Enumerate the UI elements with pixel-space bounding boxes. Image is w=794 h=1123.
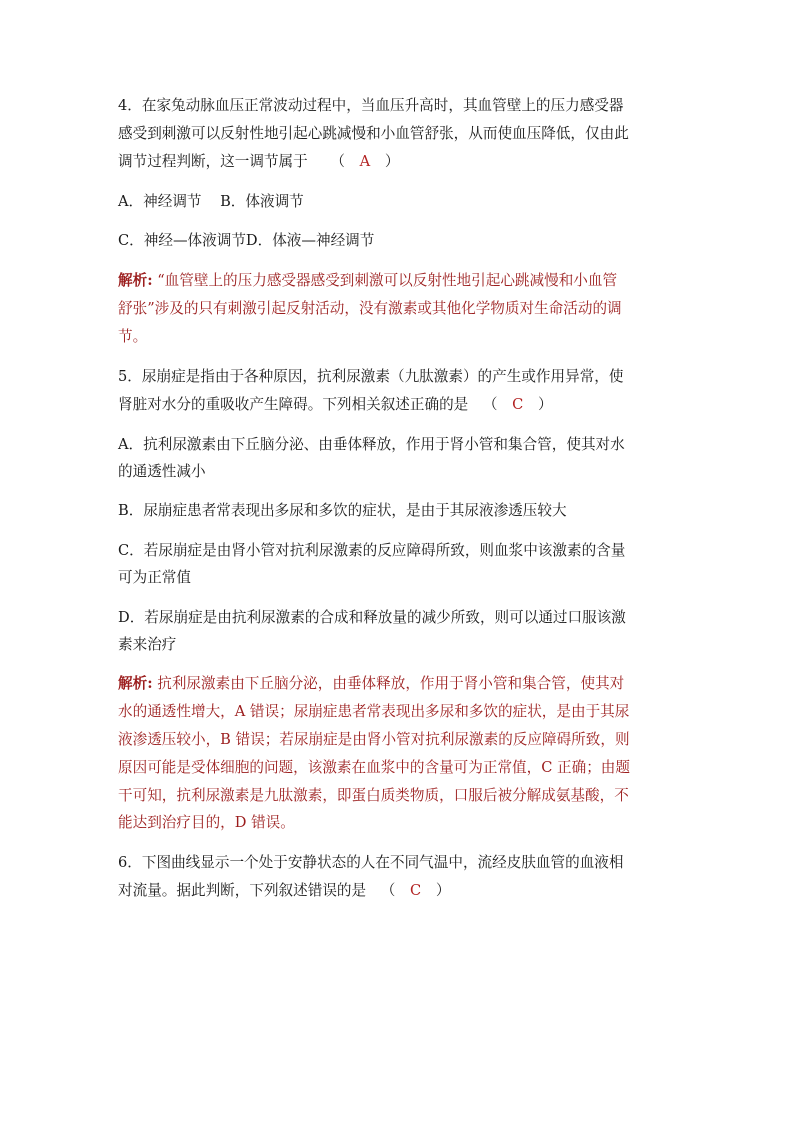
q4-paren-open: （ xyxy=(330,153,345,170)
q4-option-line-1: A．神经调节 B．体液调节 xyxy=(118,193,304,210)
q4-answer: A xyxy=(359,153,371,170)
q6-answer: C xyxy=(410,882,422,899)
q4-analysis-text: “血管壁上的压力感受器感受到刺激可以反射性地引起心跳减慢和小血管 xyxy=(157,272,618,289)
q4-option-line-2: C．神经—体液调节D．体液—神经调节 xyxy=(118,232,375,249)
q5-option-c-line-2: 可为正常值 xyxy=(118,569,191,586)
q6-stem-line-2 xyxy=(118,881,450,901)
q5-option-a-line-2: 的通透性减小 xyxy=(118,463,206,480)
q5-option-d-line-2: 素来治疗 xyxy=(118,636,177,653)
q4-analysis-line-1 xyxy=(118,271,617,291)
q5-analysis-line-6: 能达到治疗目的，D 错误。 xyxy=(118,814,295,831)
q6-paren-close: ） xyxy=(435,882,451,899)
q4-paren-close: ） xyxy=(384,153,400,170)
q5-stem-line-2 xyxy=(118,395,553,415)
q6-stem-line-1: 6．下图曲线显示一个处于安静状态的人在不同气温中，流经皮肤血管的血液相 xyxy=(118,854,624,871)
q4-analysis-line-2: 舒张”涉及的只有刺激引起反射活动，没有激素或其他化学物质对生命活动的调 xyxy=(118,300,622,317)
q5-answer: C xyxy=(512,396,524,413)
q4-analysis-label: 解析: xyxy=(118,272,153,289)
q5-analysis-line-5: 干可知，抗利尿激素是九肽激素，即蛋白质类物质，口服后被分解成氨基酸，不 xyxy=(118,787,629,804)
q5-analysis-line-4: 原因可能是受体细胞的问题，该激素在血浆中的含量可为正常值，C 正确；由题 xyxy=(118,759,630,776)
q6-paren-open: （ xyxy=(380,882,396,899)
q5-stem-text: 肾脏对水分的重吸收产生障碍。下列相关叙述正确的是 xyxy=(118,396,469,413)
q5-analysis-line-1 xyxy=(118,674,624,694)
q4-stem-line-1: 4．在家兔动脉血压正常波动过程中，当血压升高时，其血管壁上的压力感受器 xyxy=(118,97,624,114)
q5-analysis-text: 抗利尿激素由下丘脑分泌，由垂体释放，作用于肾小管和集合管，使其对 xyxy=(157,675,625,692)
q5-option-b: B．尿崩症患者常表现出多尿和多饮的症状，是由于其尿液渗透压较大 xyxy=(118,502,567,519)
q5-paren-open: （ xyxy=(482,396,498,413)
q5-analysis-line-3: 液渗透压较小，B 错误；若尿崩症是由肾小管对抗利尿激素的反应障碍所致，则 xyxy=(118,731,630,748)
q5-option-d-line-1: D．若尿崩症是由抗利尿激素的合成和释放量的减少所致，则可以通过口服该激 xyxy=(118,609,626,626)
q4-stem-line-2: 感受到刺激可以反射性地引起心跳减慢和小血管舒张，从而使血压降低，仅由此 xyxy=(118,125,629,142)
q4-stem-line-3 xyxy=(118,152,399,172)
q5-analysis-line-2: 水的通透性增大，A 错误；尿崩症患者常表现出多尿和多饮的症状，是由于其尿 xyxy=(118,703,630,720)
q5-paren-close: ） xyxy=(537,396,553,413)
q5-analysis-label: 解析: xyxy=(118,675,153,692)
q5-option-c-line-1: C．若尿崩症是由肾小管对抗利尿激素的反应障碍所致，则血浆中该激素的含量 xyxy=(118,542,626,559)
q5-stem-line-1: 5．尿崩症是指由于各种原因，抗利尿激素（九肽激素）的产生或作用异常，使 xyxy=(118,368,624,385)
q4-analysis-line-3: 节。 xyxy=(118,328,148,345)
q6-stem-text: 对流量。据此判断，下列叙述错误的是 xyxy=(118,882,367,899)
q4-stem-text: 调节过程判断，这一调节属于 xyxy=(118,153,308,170)
q5-option-a-line-1: A．抗利尿激素由下丘脑分泌、由垂体释放，作用于肾小管和集合管，使其对水 xyxy=(118,436,625,453)
